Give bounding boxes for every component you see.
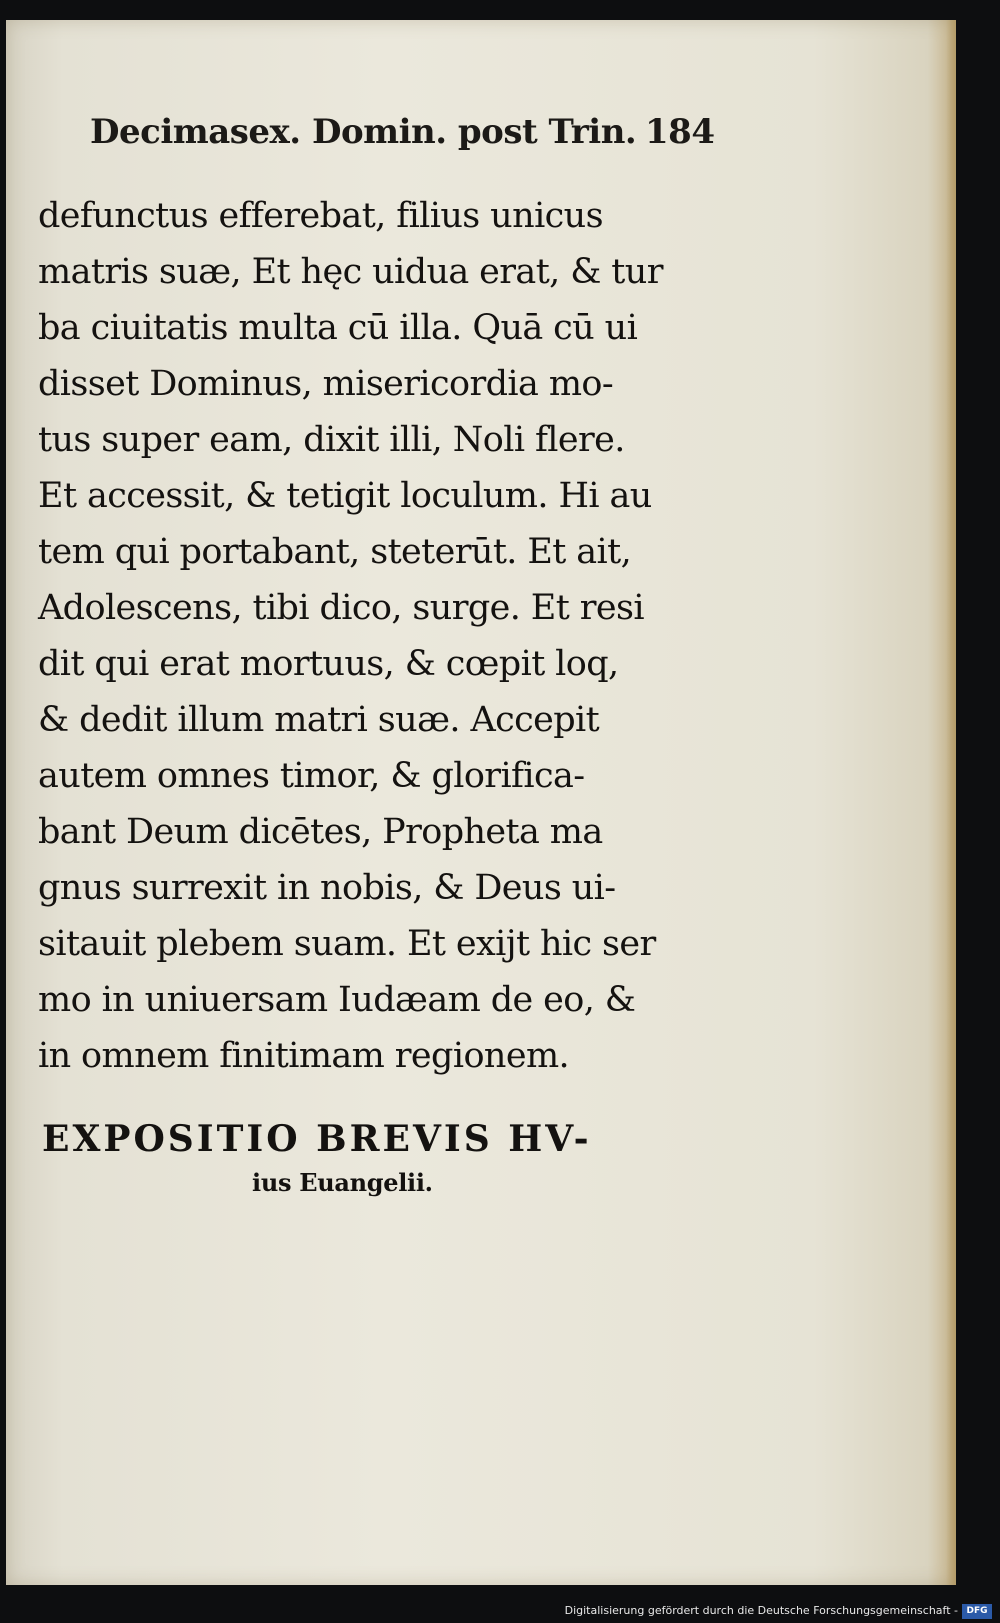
running-title: Decimasex. Domin. post Trin. [90, 112, 637, 152]
digitization-credit: Digitalisierung gefördert durch die Deutsche Forschungsgemeinschaft - [564, 1604, 958, 1617]
text-line: matris suæ, Et hęc uidua erat, & tur [38, 252, 663, 292]
text-line: Adolescens, tibi dico, surge. Et resi [38, 588, 644, 628]
section-heading [42, 1118, 722, 1208]
text-line: & dedit illum matri suæ. Accepit [38, 700, 600, 740]
heading-line-2: ius Euangelii. [252, 1168, 433, 1197]
book-page [6, 20, 956, 1585]
text-line: mo in uniuersam Iudæam de eo, & [38, 980, 636, 1020]
text-line: bant Deum dicētes, Propheta ma [38, 812, 603, 852]
text-line: disset Dominus, misericordia mo- [38, 364, 614, 404]
text-line: Et accessit, & tetigit loculum. Hi au [38, 476, 652, 516]
text-line: tus super eam, dixit illi, Noli flere. [38, 420, 625, 460]
text-line: gnus surrexit in nobis, & Deus ui- [38, 868, 616, 908]
dfg-logo: DFG [962, 1604, 992, 1619]
page-number: 184 [645, 112, 715, 152]
page-header [90, 112, 730, 162]
text-line: autem omnes timor, & glorifica- [38, 756, 585, 796]
text-line: in omnem finitimam regionem. [38, 1036, 570, 1076]
body-text [38, 188, 718, 1084]
heading-line-1: EXPOSITIO BREVIS HV- [42, 1118, 592, 1160]
text-line: dit qui erat mortuus, & cœpit loq, [38, 644, 619, 684]
text-line: ba ciuitatis multa cū illa. Quā cū ui [38, 308, 638, 348]
text-line: tem qui portabant, steterūt. Et ait, [38, 532, 632, 572]
text-line: sitauit plebem suam. Et exijt hic ser [38, 924, 656, 964]
text-line: defunctus efferebat, filius unicus [38, 196, 603, 236]
